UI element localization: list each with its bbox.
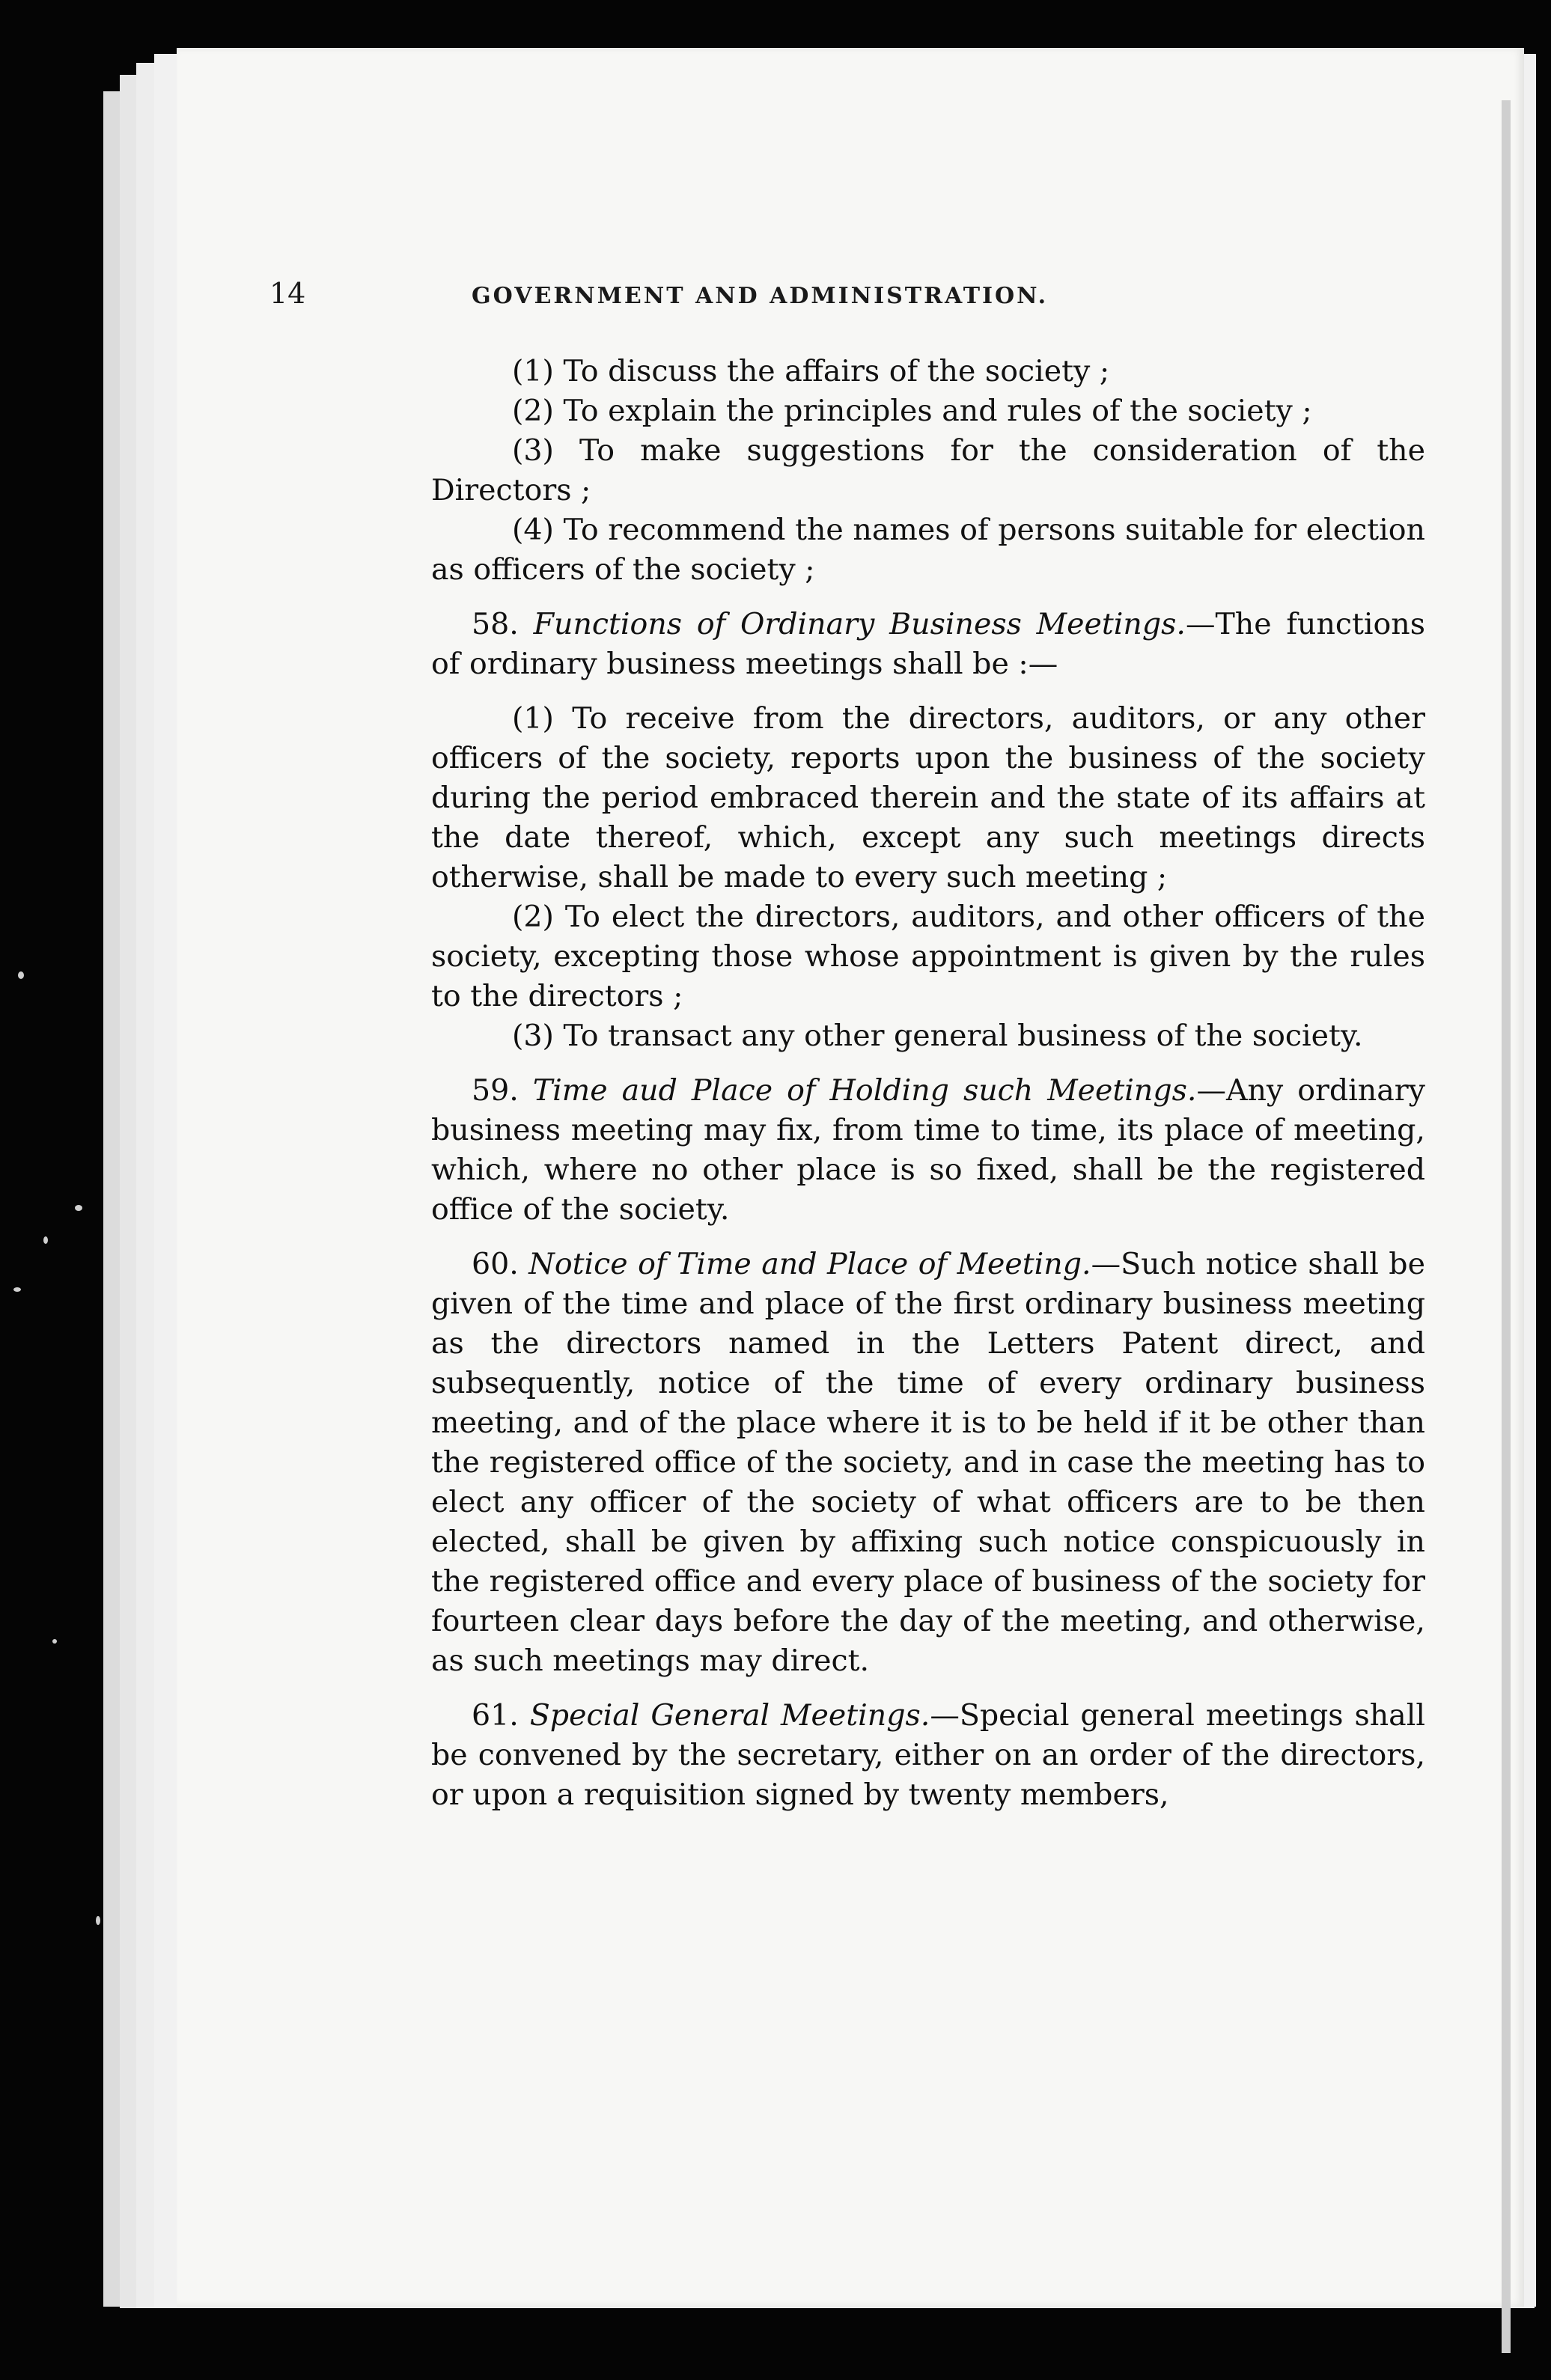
scan-speck [13,1287,21,1292]
section-heading: Special General Meetings. [529,1698,930,1733]
section-heading: Notice of Time and Place of Meeting. [528,1247,1091,1281]
section-text: —Such notice shall be given of the time and place of the first ordinary business meeting as the directors named in the Letters Patent direct, and subsequently, notice of the time of every ordinary business meeting, and of the place where it is to be held if it be other than the registered office of the society, and in case the meeting has to elect any officer of the society of what officers are to be then elected, shall be given by affixing such notice conspicuously in the registered office and every place of business of the society for fourteen clear days before the day of the meeting, and otherwise, as such meetings may direct. [431,1247,1425,1678]
list-item: (2) To explain the principles and rules of the society ; [512,394,1312,428]
running-header [269,277,1437,322]
scan-speck [75,1205,82,1211]
section-number: 61. [472,1698,519,1733]
section-number: 59. [472,1073,519,1108]
section-heading: Functions of Ordinary Business Meetings. [533,607,1186,641]
section-heading: Time aud Place of Holding such Meetings. [532,1073,1197,1108]
scan-speck [43,1236,48,1244]
section-text: —Special general meetings shall be convened by the secretary, either on an order of the directors, or upon a requisition signed by twenty members, [431,1698,1425,1812]
scan-speck [52,1639,57,1644]
section-text: —The functions of ordinary business meetings shall be :— [431,607,1426,681]
section-text: —Any ordinary business meeting may fix, from time to time, its place of meeting, which, where no other place is so fixed, shall be the registered office of the society. [431,1073,1425,1227]
page-spine [1502,100,1511,2353]
list-item: (1) To discuss the affairs of the society ; [512,354,1110,388]
page-number: 14 [269,277,306,310]
section-61 [431,1696,1425,1815]
section-59 [431,1071,1425,1230]
scan-speck [18,971,24,979]
list-item: (3) To transact any other general business of the society. [512,1019,1363,1053]
list-item: (3) To make suggestions for the consideration of the Directors ; [431,433,1425,507]
list-item: (4) To recommend the names of persons suitable for election as officers of the society ; [431,513,1425,587]
running-title: GOVERNMENT AND ADMINISTRATION. [472,283,1049,309]
section-60 [431,1245,1425,1681]
body-text [431,352,1425,1815]
section-58 [431,605,1425,684]
list-item: (1) To receive from the directors, auditors, or any other officers of the society, reports upon the business of the society during the period embraced therein and the state of its affairs at the date thereof, which, except any such meetings directs otherwise, shall be made to every such meeting ; [431,701,1425,894]
section-number: 58. [472,607,519,641]
section-number: 60. [472,1247,519,1281]
list-item: (2) To elect the directors, auditors, and other officers of the society, excepting those whose appointment is given by the rules to the directors ; [431,900,1425,1013]
scan-speck [96,1916,100,1925]
